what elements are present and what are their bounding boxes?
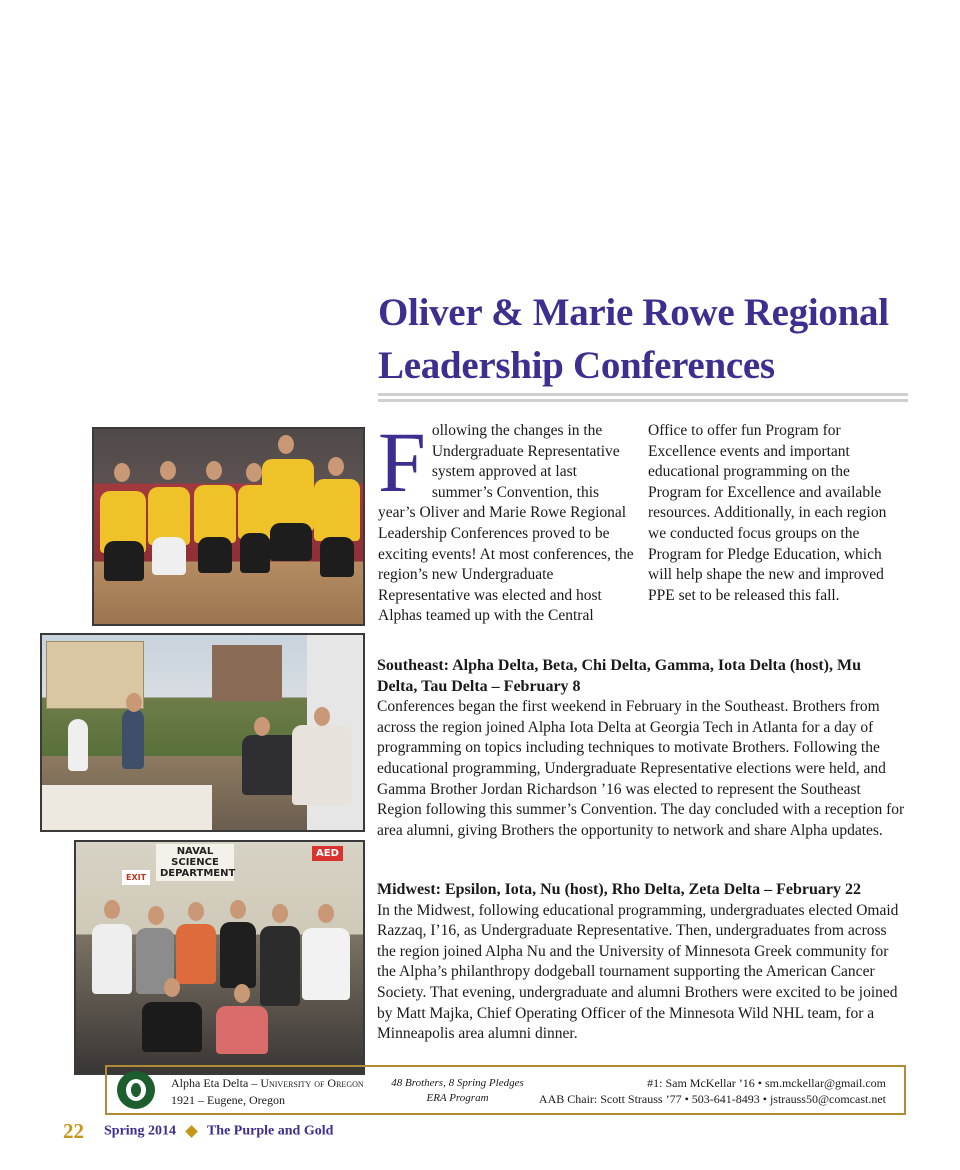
chapter-info-box [105, 1065, 906, 1115]
publication-name: The Purple and Gold [206, 1123, 334, 1139]
page-number: 22 [63, 1119, 84, 1143]
section-heading-southeast: Southeast: Alpha Delta, Beta, Chi Delta, Gamma, Iota Delta (host), Mu Delta, Tau Delta – February 8 [377, 657, 861, 695]
contact-undergraduate: #1: Sam McKellar ’16 • sm.mckellar@gmail.com [647, 1076, 886, 1090]
chapter-program: ERA Program [426, 1092, 489, 1104]
article-title: Oliver & Marie Rowe Regional Leadership Conferences [378, 291, 889, 387]
intro-text-left: ollowing the changes in the Undergraduate Representative system approved at last summer’s Convention, this year’s Oliver and Marie Rowe Regional Leadership Conferences proved to be exciting events! At most conferences, the region’s new Undergraduate Representative was elected and host Alphas teamed up with the Central [378, 422, 634, 625]
section-body-southeast: Conferences began the first weekend in February in the Southeast. Brothers from across the region joined Alpha Iota Delta at Georgia Tech in Atlanta for a day of programming on topics including techniques to motivate Brothers. Following the educational programming, Undergraduate Representative elections were held, and Gamma Brother Jordan Richardson ’16 was elected to represent the Southeast Region following this summer’s Convention. The day concluded with a reception for area alumni, giving Brothers the opportunity to network and share Alpha updates. [377, 698, 905, 839]
issue-date: Spring 2014 [104, 1123, 176, 1139]
naval-science-sign: NAVAL SCIENCE DEPARTMENT [156, 844, 234, 881]
drop-cap: F [378, 414, 426, 510]
chapter-membership: 48 Brothers, 8 Spring Pledges [391, 1077, 524, 1089]
photo-group-yellow-shirts [92, 427, 365, 626]
title-divider [378, 393, 908, 402]
section-midwest [377, 880, 905, 1045]
photo-group-naval-science [74, 840, 365, 1075]
aed-sign: AED [312, 846, 343, 861]
contact-aab-chair: AAB Chair: Scott Strauss ’77 • 503-641-8493 • jstrauss50@comcast.net [538, 1092, 886, 1106]
chapter-university: University of Oregon [260, 1076, 364, 1090]
chapter-name-line: Alpha Eta Delta – University of Oregon [171, 1076, 364, 1090]
page-footer [63, 1119, 333, 1145]
exit-sign: EXIT [122, 870, 150, 885]
section-southeast [377, 656, 905, 841]
photo-porch-lawn [40, 633, 365, 832]
oregon-o-logo-icon [117, 1071, 155, 1109]
intro-column-left [378, 414, 636, 627]
chapter-name: Alpha Eta Delta [171, 1076, 249, 1090]
intro-column-right: Office to offer fun Program for Excellence events and important educational programming on the Program for Excellence and available resources. Additionally, in each region we conducted focus groups on the Program for Pledge Education, which will help shape the new and improved PPE set to be released this fall. [648, 422, 887, 604]
section-body-midwest: In the Midwest, following educational programming, undergraduates elected Omaid Razzaq, I’16, as Undergraduate Representative. Then, undergraduates from across the region joined Alpha Nu and the University of Minnesota Greek community for the Alpha’s philanthropy dodgeball tournament supporting the American Cancer Society. That evening, undergraduate and alumni Brothers were excited to be joined by Matt Majka, Chief Operating Officer of the Minnesota Wild NHL team, for a Minneapolis area alumni dinner. [377, 901, 899, 1043]
chapter-founded: 1921 – Eugene, Oregon [171, 1093, 285, 1107]
section-heading-midwest: Midwest: Epsilon, Iota, Nu (host), Rho Delta, Zeta Delta – February 22 [377, 881, 861, 898]
badge-separator-icon [185, 1125, 198, 1138]
